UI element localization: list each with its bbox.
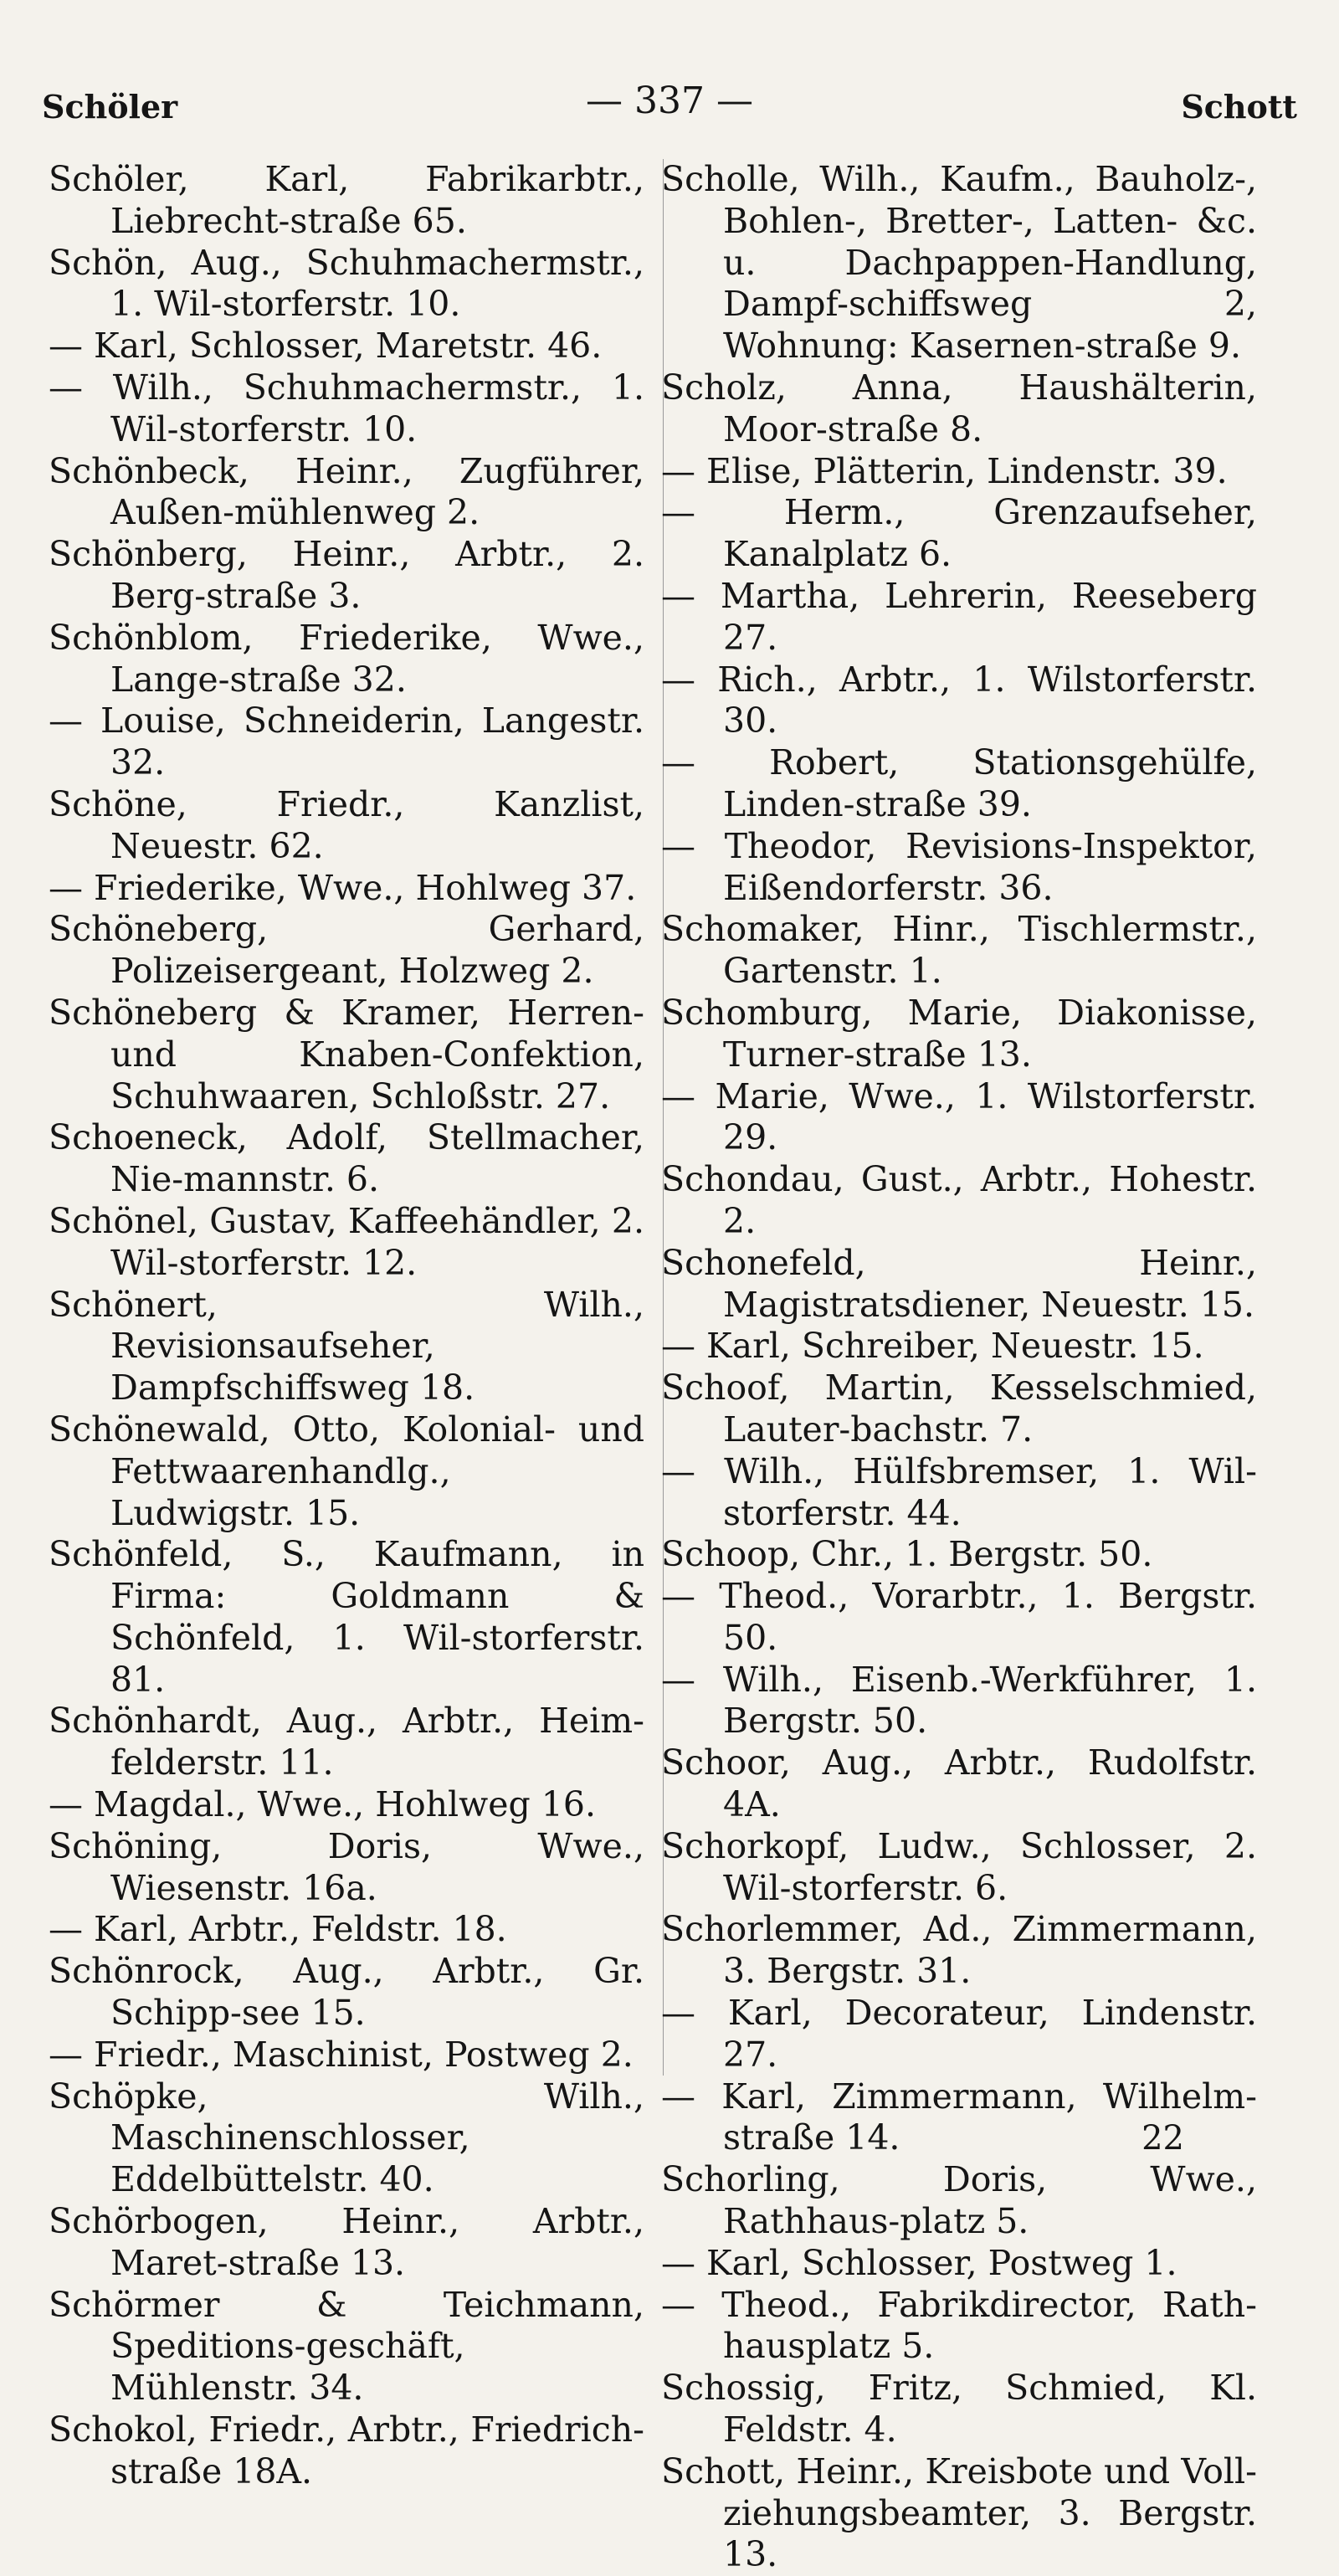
signature-mark: 22 [1141,2119,1184,2158]
directory-entry: Schonefeld, Heinr., Magistratsdiener, Neuestr. 15. [661,1242,1257,1325]
directory-entry: — Theod., Vorarbtr., 1. Bergstr. 50. [661,1576,1257,1658]
directory-entry: Schoeneck, Adolf, Stellmacher, Nie-mannstr. 6. [49,1117,644,1200]
directory-entry: — Karl, Decorateur, Lindenstr. 27. [661,1993,1257,2075]
directory-entry: — Magdal., Wwe., Hohlweg 16. [49,1784,596,1825]
directory-entry: — Rich., Arbtr., 1. Wilstorferstr. 30. [661,659,1257,741]
directory-entry: Schöpke, Wilh., Maschinenschlosser, Eddelbüttelstr. 40. [49,2076,644,2200]
directory-entry: Schöler, Karl, Fabrikarbtr., Liebrecht-straße 65. [49,159,644,241]
directory-entry: Schott, Heinr., Kreisbote und Voll-ziehungsbeamter, 3. Bergstr. 13. [661,2450,1257,2575]
left-column [49,159,644,2493]
directory-entry: — Friederike, Wwe., Hohlweg 37. [49,867,637,908]
directory-entry: — Herm., Grenzaufseher, Kanalplatz 6. [661,492,1257,575]
directory-entry: Schöne, Friedr., Kanzlist, Neuestr. 62. [49,783,644,866]
directory-entry: Schöning, Doris, Wwe., Wiesenstr. 16a. [49,1825,644,1908]
directory-entry: Schönrock, Aug., Arbtr., Gr. Schipp-see 15. [49,1951,644,2034]
directory-entry: — Wilh., Eisenb.-Werkführer, 1. Bergstr. 50. [661,1659,1257,1742]
directory-entry: Schomaker, Hinr., Tischlermstr., Gartenstr. 1. [661,909,1257,992]
directory-entry: — Karl, Schreiber, Neuestr. 15. [661,1326,1204,1367]
header-last-name: Schott [1181,88,1297,126]
directory-entry: — Martha, Lehrerin, Reeseberg 27. [661,575,1257,658]
directory-entry: Schorlemmer, Ad., Zimmermann, 3. Bergstr. 31. [661,1909,1257,1992]
directory-entry: Scholle, Wilh., Kaufm., Bauholz-, Bohlen-, Bretter-, Latten- &c. u. Dachpappen-Handlung, Dampf-schiffsweg 2, Wohnung: Kasernen-straße 9. [661,159,1257,367]
directory-entry: — Wilh., Hülfsbremser, 1. Wil-storferstr. 44. [661,1450,1257,1533]
directory-entry: Schörmer & Teichmann, Speditions-geschäft, Mühlenstr. 34. [49,2284,644,2409]
directory-entry: — Karl, Zimmermann, Wilhelm-straße 14. [661,2076,1257,2158]
directory-entry: Schönbeck, Heinr., Zugführer, Außen-mühlenweg 2. [49,450,644,533]
directory-entry: Schön, Aug., Schuhmachermstr., 1. Wil-storferstr. 10. [49,242,644,325]
directory-entry: — Theodor, Revisions-Inspektor, Eißendorferstr. 36. [661,825,1257,908]
directory-entry: — Theod., Fabrikdirector, Rath-hausplatz 5. [661,2284,1257,2367]
directory-entry: Schorkopf, Ludw., Schlosser, 2. Wil-storferstr. 6. [661,1825,1257,1908]
directory-entry: — Karl, Schlosser, Postweg 1. [661,2242,1177,2283]
directory-entry: Schoop, Chr., 1. Bergstr. 50. [661,1534,1153,1575]
right-column [661,159,1257,2576]
directory-entry: — Robert, Stationsgehülfe, Linden-straße 39. [661,742,1257,824]
directory-entry: Schomburg, Marie, Diakonisse, Turner-straße 13. [661,992,1257,1075]
directory-entry: — Wilh., Schuhmachermstr., 1. Wil-storferstr. 10. [49,367,644,449]
directory-entry: Schönert, Wilh., Revisionsaufseher, Dampfschiffsweg 18. [49,1284,644,1409]
directory-entry: — Louise, Schneiderin, Langestr. 32. [49,700,644,783]
directory-entry: Schönhardt, Aug., Arbtr., Heim-felderstr. 11. [49,1701,644,1783]
directory-entry: Schoor, Aug., Arbtr., Rudolfstr. 4A. [661,1742,1257,1825]
directory-entry: Schönberg, Heinr., Arbtr., 2. Berg-straße 3. [49,534,644,616]
page-number: — 337 — [586,80,753,122]
directory-entry: — Elise, Plätterin, Lindenstr. 39. [661,450,1228,491]
directory-entry: — Friedr., Maschinist, Postweg 2. [49,2034,634,2075]
page-header [42,80,1297,138]
directory-entry: Schondau, Gust., Arbtr., Hohestr. 2. [661,1159,1257,1241]
directory-entry: Schossig, Fritz, Schmied, Kl. Feldstr. 4. [661,2368,1257,2450]
directory-entry: Schörbogen, Heinr., Arbtr., Maret-straße 13. [49,2201,644,2283]
header-first-name: Schöler [42,88,178,126]
directory-entry: Schönblom, Friederike, Wwe., Lange-straße 32. [49,617,644,700]
directory-entry: Schöneberg & Kramer, Herren- und Knaben-Confektion, Schuhwaaren, Schloßstr. 27. [49,992,644,1116]
directory-entry: Scholz, Anna, Haushälterin, Moor-straße 8. [661,367,1257,449]
directory-entry: Schokol, Friedr., Arbtr., Friedrich-straße 18A. [49,2409,644,2491]
directory-entry: — Karl, Arbtr., Feldstr. 18. [49,1909,507,1950]
directory-entry: — Marie, Wwe., 1. Wilstorferstr. 29. [661,1075,1257,1158]
directory-entry: Schöneberg, Gerhard, Polizeisergeant, Holzweg 2. [49,909,644,992]
directory-entry: — Karl, Schlosser, Maretstr. 46. [49,326,603,367]
directory-entry: Schönfeld, S., Kaufmann, in Firma: Goldmann & Schönfeld, 1. Wil-storferstr. 81. [49,1534,644,1700]
directory-entry: Schoof, Martin, Kesselschmied, Lauter-bachstr. 7. [661,1368,1257,1450]
directory-entry: Schönel, Gustav, Kaffeehändler, 2. Wil-storferstr. 12. [49,1200,644,1283]
directory-entry: Schönewald, Otto, Kolonial- und Fettwaarenhandlg., Ludwigstr. 15. [49,1409,644,1533]
directory-entry: Schorling, Doris, Wwe., Rathhaus-platz 5. [661,2159,1257,2242]
